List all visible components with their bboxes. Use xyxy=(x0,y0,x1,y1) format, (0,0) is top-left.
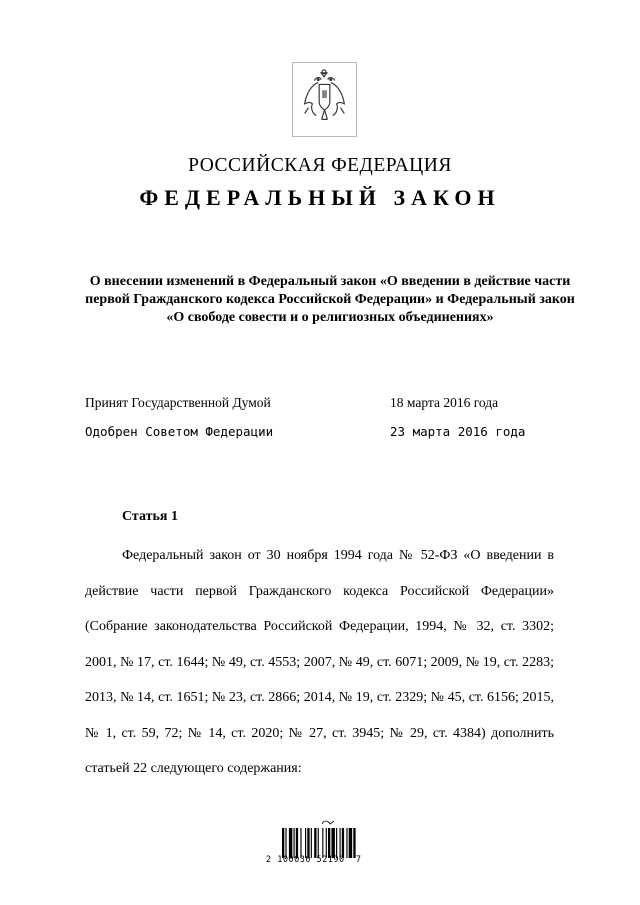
duma-date: 18 марта 2016 года xyxy=(390,395,499,410)
country-heading: РОССИЙСКАЯ ФЕДЕРАЦИЯ xyxy=(188,155,452,176)
coat-of-arms-icon xyxy=(292,62,357,137)
council-label: Одобрен Советом Федерации xyxy=(85,424,274,439)
article-heading: Статья 1 xyxy=(122,509,178,524)
article-body: Федеральный закон от 30 ноября 1994 года № 52-ФЗ «О введении в действие части первой Гражданского кодекса Российской Федерации» (Собрание законодательства Российской Федерации, 1994, № 32, ст. 3302; 2001, № 17, ст. 1644; № 49, ст. 4553; 2007, № 49, ст. 6071; 2009, № 19, ст. 2283; 2013, № 14, ст. 1651; № 23, ст. 2866; 2014, № 19, ст. 2329; № 45, ст. 6156; 2015, № 1, ст. 59, 72; № 14, ст. 2020; № 27, ст. 3945; № 29, ст. 4384) дополнить статьей 22 следующего содержания: xyxy=(85,548,554,776)
duma-label: Принят Государственной Думой xyxy=(85,395,271,410)
law-title: О внесении изменений в Федеральный закон «О введении в действие части первой Гражданского кодекса Российской Федерации» и Федеральный закон «О свободе совести и о религиозных объединениях» xyxy=(85,274,575,325)
law-type-heading: ФЕДЕРАЛЬНЫЙ ЗАКОН xyxy=(139,185,501,210)
council-date: 23 марта 2016 года xyxy=(390,424,526,439)
barcode-number: 2 100030 52190 7 xyxy=(266,855,362,865)
barcode-icon xyxy=(282,818,378,858)
